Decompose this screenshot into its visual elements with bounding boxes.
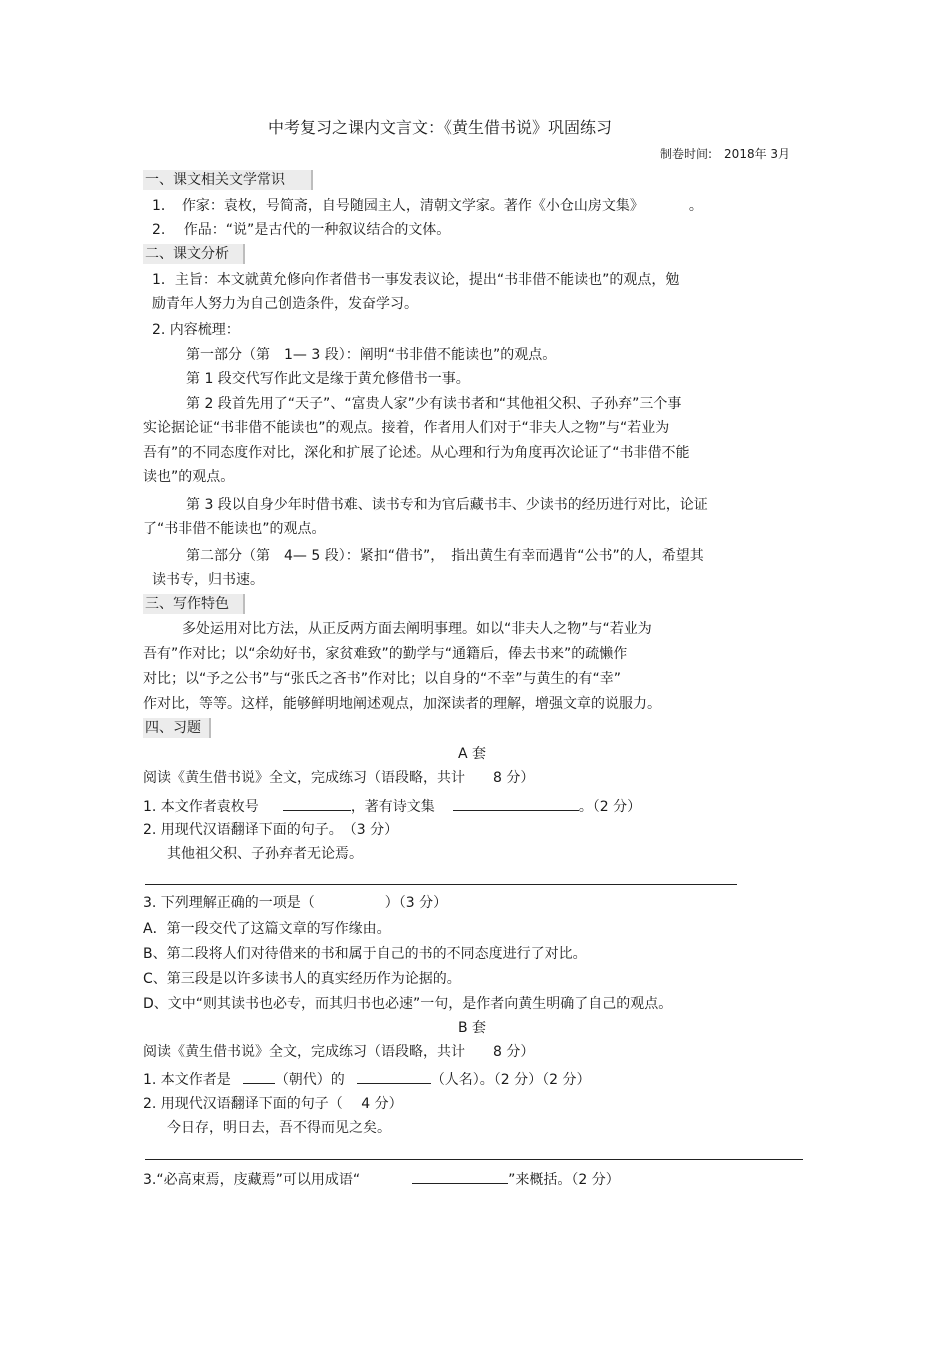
set-b-q3-text: 3.“必高束焉，庋藏焉”可以用成语“ xyxy=(143,1172,361,1188)
s3-line-4: 作对比，等等。这样，能够鲜明地阐述观点，加深读者的理解，增强文章的说服力。 xyxy=(143,696,661,712)
set-b-q1-text-3: （人名）。（2 分）（2 分） xyxy=(430,1072,591,1088)
s1-line-1-end: 。 xyxy=(688,198,703,214)
set-b-intro: 阅读《黄生借书说》全文，完成练习（语段略，共计 8 分） xyxy=(143,1044,535,1060)
set-a-answer-line[interactable] xyxy=(145,884,737,885)
set-a-title: A 套 xyxy=(458,746,487,762)
s2-line-12: 第二部分（第 4— 5 段）：紧扣“借书”， 指出黄生有幸而遇肯“公书”的人，希望其 xyxy=(186,548,704,564)
set-a-intro: 阅读《黄生借书说》全文，完成练习（语段略，共计 8 分） xyxy=(143,770,535,786)
s1-line-2: 2. 作品：“说”是古代的一种叙议结合的文体。 xyxy=(152,222,451,238)
set-a-q1-text-3: 。（2 分） xyxy=(578,799,642,815)
set-a-option-b: B、第二段将人们对待借来的书和属于自己的书的不同态度进行了对比。 xyxy=(143,946,587,962)
s1-line-1-text: 1． 作家：袁枚，号简斋，自号随园主人，清朝文学家。著作《小仓山房文集》 xyxy=(152,198,637,214)
set-a-q1-text: 1. 本文作者袁枚号 xyxy=(143,799,259,815)
set-b-q3-text-2: ”来概括。（2 分） xyxy=(508,1172,620,1188)
s2-line-4: 第一部分（第 1— 3 段）：阐明“书非借不能读也”的观点。 xyxy=(186,347,557,363)
section-heading-3: 三、写作特色 xyxy=(143,594,245,614)
s2-line-2: 励青年人努力为自己创造条件，发奋学习。 xyxy=(152,296,418,312)
set-b-question-2: 2. 用现代汉语翻译下面的句子（ 4 分） xyxy=(143,1096,403,1112)
set-b-q1-text: 1. 本文作者是 xyxy=(143,1072,231,1088)
s3-line-2: 吾有”作对比；以“余幼好书，家贫难致”的勤学与“通籍后，俸去书来”的疏懒作 xyxy=(143,646,628,662)
s2-line-1: 1．主旨：本文就黄允修向作者借书一事发表议论，提出“书非借不能读也”的观点，勉 xyxy=(152,272,680,288)
s3-line-3: 对比；以“予之公书”与“张氏之吝书”作对比；以自身的“不幸”与黄生的有“幸” xyxy=(143,671,622,687)
set-b-title: B 套 xyxy=(458,1020,487,1036)
s2-line-13: 读书专，归书速。 xyxy=(152,572,264,588)
s3-line-1: 多处运用对比方法，从正反两方面去阐明事理。如以“非夫人之物”与“若业为 xyxy=(182,621,652,637)
set-a-q2-sentence: 其他祖父积、子孙弃者无论焉。 xyxy=(167,846,363,862)
set-b-q1-text-2: （朝代）的 xyxy=(274,1072,345,1088)
s1-line-1 xyxy=(152,197,703,215)
set-b-question-1 xyxy=(143,1069,591,1089)
s2-line-8: 吾有”的不同态度作对比，深化和扩展了论述。从心理和行为角度再次论证了“书非借不能 xyxy=(143,445,690,461)
set-a-option-c: C、第三段是以许多读书人的真实经历作为论据的。 xyxy=(143,971,461,987)
set-a-question-2: 2. 用现代汉语翻译下面的句子。 （3 分） xyxy=(143,822,399,838)
set-b-q1-blank-1[interactable] xyxy=(243,1069,275,1084)
page-title: 中考复习之课内文言文：《黄生借书说》巩固练习 xyxy=(268,118,613,137)
set-b-q1-blank-2[interactable] xyxy=(357,1069,431,1084)
s2-line-9: 读也”的观点。 xyxy=(143,469,235,485)
set-a-q1-text-2: ，著有诗文集 xyxy=(350,799,435,815)
set-b-q3-blank[interactable] xyxy=(412,1169,508,1184)
s2-line-7: 实论据论证“书非借不能读也”的观点。接着，作者用人们对于“非夫人之物”与“若业为 xyxy=(143,420,670,436)
set-a-question-1 xyxy=(143,796,641,816)
set-a-q1-blank-1[interactable] xyxy=(283,796,351,811)
section-heading-2: 二、课文分析 xyxy=(143,244,245,264)
section-heading-1: 一、课文相关文学常识 xyxy=(143,170,313,190)
date-label: 制卷时间: 2018年 3月 xyxy=(660,147,791,161)
s2-line-10: 第 3 段以自身少年时借书难、读书专和为官后藏书丰、少读书的经历进行对比，论证 xyxy=(186,497,708,513)
s2-line-5: 第 1 段交代写作此文是缘于黄允修借书一事。 xyxy=(186,371,470,387)
set-a-option-d: D、文中“则其读书也必专，而其归书也必速”一句，是作者向黄生明确了自己的观点。 xyxy=(143,996,673,1012)
s2-line-3: 2. 内容梳理： xyxy=(152,322,240,338)
set-b-answer-line[interactable] xyxy=(145,1159,803,1160)
s2-line-6: 第 2 段首先用了“天子”、“富贵人家”少有读书者和“其他祖父积、子孙弃”三个事 xyxy=(186,396,682,412)
set-a-question-3: 3. 下列理解正确的一项是（ ）（3 分） xyxy=(143,895,448,911)
set-a-q1-blank-2[interactable] xyxy=(453,796,579,811)
set-b-q2-sentence: 今日存，明日去，吾不得而见之矣。 xyxy=(167,1120,391,1136)
s2-line-11: 了“书非借不能读也”的观点。 xyxy=(143,521,326,537)
section-heading-4: 四、习题 xyxy=(143,718,211,738)
set-a-option-a: A．第一段交代了这篇文章的写作缘由。 xyxy=(143,921,391,937)
set-b-question-3 xyxy=(143,1169,620,1189)
